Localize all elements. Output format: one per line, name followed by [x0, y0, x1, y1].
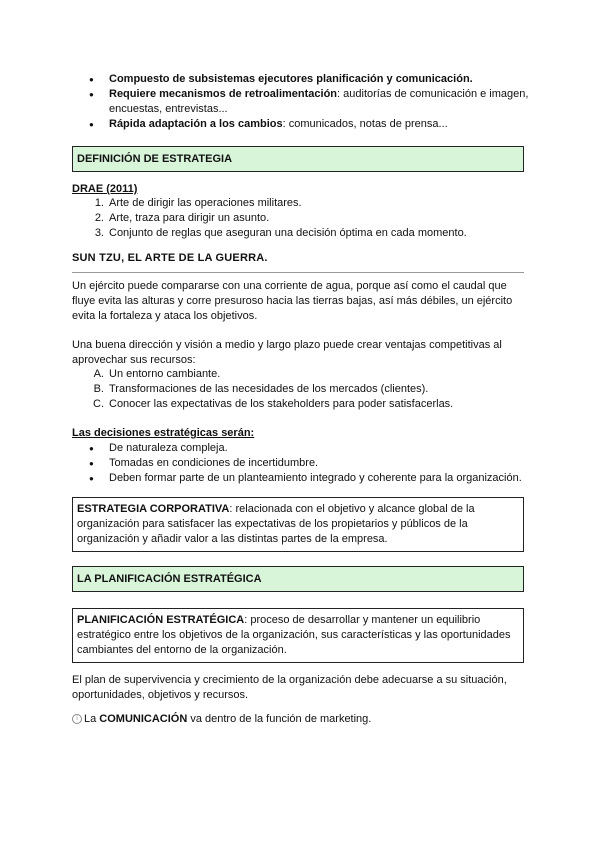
suntzu-heading: SUN TZU, EL ARTE DE LA GUERRA.: [72, 252, 268, 264]
term-bold: COMUNICACIÓN: [99, 713, 188, 725]
drae-list: [72, 196, 532, 241]
drae-heading: DRAE (2011): [72, 183, 138, 195]
list-item: [72, 382, 532, 397]
divider: [72, 272, 524, 273]
plan-paragraph: El plan de supervivencia y crecimiento de la organización debe adecuarse a su situación, oportunidades, objetivos y recursos.: [72, 674, 507, 701]
direction-list: [72, 367, 532, 412]
top-bullet-list: [72, 72, 532, 132]
list-number: 2.: [94, 212, 104, 224]
term-bold: ESTRATEGIA CORPORATIVA: [77, 503, 230, 515]
section-header-planificacion: LA PLANIFICACIÓN ESTRATÉGICA: [72, 566, 524, 592]
list-text: Arte, traza para dirigir un asunto.: [109, 212, 270, 224]
bullet-text: : auditorías de comunicación e imagen, encuestas, entrevistas...: [109, 88, 529, 115]
list-letter: C.: [93, 398, 104, 410]
list-item: [72, 196, 532, 211]
list-item: [72, 87, 532, 117]
list-item: ● De naturaleza compleja.: [72, 441, 532, 456]
bullet-bold: Rápida adaptación a los cambios: [109, 118, 283, 130]
list-number: 1.: [94, 197, 104, 209]
bullet-text: : comunicados, notas de prensa...: [282, 118, 448, 130]
bullet-bold: Requiere mecanismos de retroalimentación: [109, 88, 338, 100]
communication-line: [72, 712, 527, 727]
list-number: 3.: [94, 227, 104, 239]
section-header-definicion: DEFINICIÓN DE ESTRATEGIA: [72, 146, 524, 172]
decisions-heading: Las decisiones estratégicas serán:: [72, 427, 255, 439]
planning-strategy-box: [72, 608, 524, 663]
list-text: Conjunto de reglas que aseguran una decisión óptima en cada momento.: [109, 227, 467, 239]
suntzu-paragraph: Un ejército puede compararse con una corriente de agua, porque así como el caudal que fluye evita las alturas y corre presuroso hacia las tierras bajas, así más débiles, un ejército evita la fortaleza y ataca los objetivos.: [72, 280, 513, 322]
list-item: [72, 226, 532, 241]
term-bold: PLANIFICACIÓN ESTRATÉGICA: [77, 614, 245, 626]
line-text: va dentro de la función de marketing.: [187, 713, 372, 725]
list-item: ● Deben formar parte de un planteamiento integrado y coherente para la organización.: [72, 471, 532, 486]
direction-paragraph: Una buena dirección y visión a medio y largo plazo puede crear ventajas competitivas al aprovechar sus recursos:: [72, 339, 502, 366]
list-item: ● Tomadas en condiciones de incertidumbre.: [72, 456, 532, 471]
corporate-strategy-box: [72, 497, 524, 552]
decisions-list: [72, 441, 532, 486]
list-letter: B.: [93, 383, 104, 395]
list-item: [72, 117, 532, 132]
list-text: Conocer las expectativas de los stakeholders para poder satisfacerlas.: [109, 398, 454, 410]
list-text: Transformaciones de las necesidades de los mercados (clientes).: [109, 383, 429, 395]
info-icon: i: [72, 714, 82, 724]
list-item: [72, 211, 532, 226]
definition-text: : proceso de desarrollar y mantener un equilibrio estratégico entre los objetivos de la organización, sus características y las oportunidades cambiantes del entorno de la organización.: [77, 614, 511, 656]
list-letter: A.: [93, 368, 104, 380]
line-text: La: [84, 713, 100, 725]
definition-text: : relacionada con el objetivo y alcance global de la organización para satisfacer las expectativas de los propietarios y públicos de la organización y añadir valor a las distintas partes de la empresa.: [77, 503, 475, 545]
list-item: [72, 367, 532, 382]
list-text: Arte de dirigir las operaciones militares.: [109, 197, 302, 209]
list-text: Un entorno cambiante.: [109, 368, 221, 380]
bullet-bold: Compuesto de subsistemas ejecutores planificación y comunicación.: [109, 73, 473, 85]
list-item: [72, 397, 532, 412]
list-item: [72, 72, 532, 87]
